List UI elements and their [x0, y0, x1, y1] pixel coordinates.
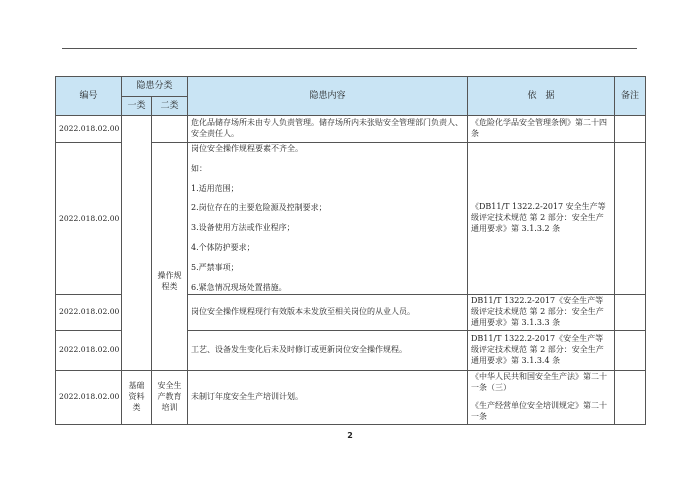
row-content	[188, 116, 468, 143]
basis-line: 《生产经营单位安全培训规定》第二十一条	[471, 401, 608, 422]
header-code: 编号	[56, 77, 122, 116]
content-line: 未制订年度安全生产培训计划。	[191, 391, 304, 401]
row-cat2: 安全生产教育培训	[152, 370, 188, 424]
row-content	[188, 295, 468, 330]
row-code: 2022.018.02.00	[56, 116, 122, 143]
row-remarks	[615, 116, 646, 143]
row-code: 2022.018.02.00	[56, 370, 122, 424]
row-content	[188, 330, 468, 370]
row-cat1: 基础资料类	[122, 370, 152, 424]
basis-line: 《中华人民共和国安全生产法》第二十一条（三）	[471, 371, 608, 392]
page-number: 2	[347, 431, 353, 440]
table-header-row	[56, 77, 646, 97]
basis-line: 《危险化学品安全管理条例》第二十四条	[471, 118, 608, 138]
hazard-table	[55, 76, 646, 425]
content-line: 1.适用范围；	[191, 183, 239, 193]
content-line: 危化品储存场所未由专人负责管理。储存场所内未张贴安全管理部门负责人、安全责任人。	[191, 118, 464, 138]
content-line: 2.岗位存在的主要危险源及控制要求；	[191, 203, 327, 213]
row-cat2-empty	[152, 116, 188, 143]
row-remarks	[615, 370, 646, 424]
content-line: 6.紧急情况现场处置措施。	[191, 282, 287, 292]
header-category: 隐患分类	[122, 77, 188, 97]
row-remarks	[615, 143, 646, 295]
row-basis	[468, 143, 615, 295]
basis-line: 《DB11/T 1322.2-2017 安全生产等级评定技术规范 第 2 部分：安全生产通用要求》第 3.1.3.2 条	[471, 202, 606, 234]
row-remarks	[615, 330, 646, 370]
content-line: 4.个体防护要求；	[191, 242, 255, 252]
content-line: 3.设备使用方法或作业程序；	[191, 223, 295, 233]
row-basis	[468, 330, 615, 370]
content-line: 如：	[191, 163, 208, 173]
header-cat2: 二类	[152, 97, 188, 116]
row-basis	[468, 370, 615, 424]
content-line: 工艺、设备发生变化后未及时修订或更新岗位安全操作规程。	[191, 344, 408, 354]
row-basis	[468, 116, 615, 143]
row-cat2-merged: 操作规程类	[152, 143, 188, 371]
row-cat1-empty	[122, 116, 152, 371]
row-code: 2022.018.02.00	[56, 295, 122, 330]
table-row	[56, 370, 646, 424]
header-remarks: 备注	[615, 77, 646, 116]
row-content	[188, 143, 468, 295]
row-content	[188, 370, 468, 424]
basis-line: DB11/T 1322.2-2017《安全生产等级评定技术规范 第 2 部分：安全生产通用要求》第 3.1.3.3 条	[471, 296, 604, 327]
table-row	[56, 116, 646, 143]
row-code: 2022.018.02.00	[56, 143, 122, 295]
row-code: 2022.018.02.00	[56, 330, 122, 370]
content-line: 岗位安全操作规程要素不齐全。	[191, 144, 304, 153]
header-cat1: 一类	[122, 97, 152, 116]
header-content: 隐患内容	[188, 77, 468, 116]
content-line: 5.严禁事项；	[191, 262, 239, 272]
row-basis	[468, 295, 615, 330]
content-line: 岗位安全操作规程现行有效版本未发放至相关岗位的从业人员。	[191, 307, 416, 317]
row-remarks	[615, 295, 646, 330]
header-basis: 依 据	[468, 77, 615, 116]
header-rule	[62, 48, 637, 49]
basis-line: DB11/T 1322.2-2017《安全生产等级评定技术规范 第 2 部分：安全生产通用要求》第 3.1.3.4 条	[471, 334, 604, 365]
